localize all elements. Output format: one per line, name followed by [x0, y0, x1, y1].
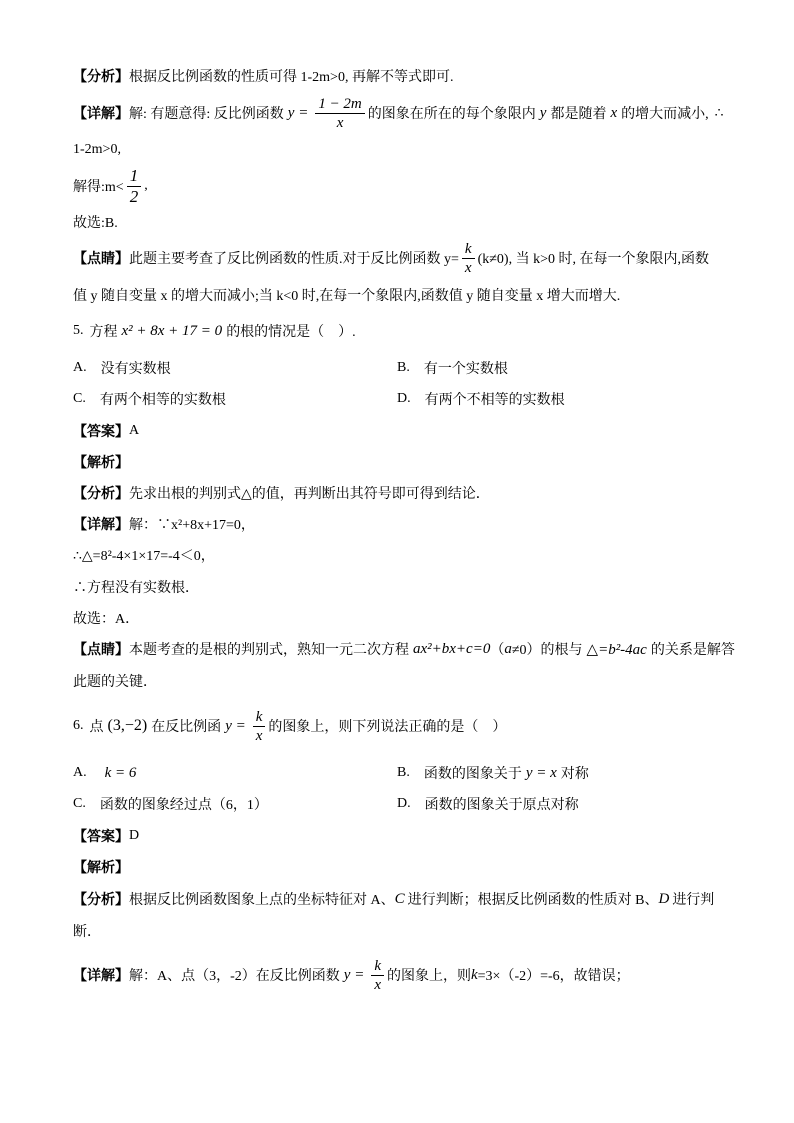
detail-tag: 【详解】 — [73, 518, 129, 533]
stem-suffix: 的根的情况是（ ）. — [226, 325, 356, 340]
question-number: 6. — [73, 718, 84, 733]
discriminant: △=b²-4ac — [586, 641, 647, 658]
option-label: D. — [397, 391, 411, 406]
q6-detail-line — [73, 955, 630, 995]
solve-end: , — [144, 178, 148, 193]
q6-stem — [73, 706, 506, 746]
option-text: 没有实数根 — [100, 362, 171, 377]
analysis-text: 进行判断；根据反比例函数的性质对 B、 — [407, 893, 659, 908]
option-label: A. — [73, 765, 87, 780]
variable-x: x — [610, 104, 618, 121]
option-label: B. — [397, 360, 410, 375]
option-ref-d: D — [658, 890, 670, 907]
option-text: 函数的图象关于原点对称 — [424, 798, 579, 813]
fraction — [127, 167, 142, 206]
detail-tag: 【详解】 — [73, 107, 129, 122]
stem-text: 在反比例函 — [151, 720, 222, 735]
fraction-denominator: x — [464, 259, 472, 276]
q4-tip-line — [73, 238, 709, 278]
detail-text: 的图象在所在的每个象限内 — [367, 107, 536, 122]
q4-tip-line-2 — [73, 275, 620, 315]
option-label: A. — [73, 360, 87, 375]
option-text: 有一个实数根 — [423, 362, 508, 377]
analysis-tag: 【分析】 — [73, 487, 129, 502]
tip-text: (k≠0), 当 k>0 时, 在每一个象限内,函数 — [477, 252, 709, 267]
question-number: 5. — [73, 323, 84, 338]
fraction-numerator: k — [462, 241, 475, 259]
fraction-denominator: x — [255, 727, 263, 744]
q5-stem — [73, 311, 356, 351]
stem-suffix: 的图象上，则下列说法正确的是（ ） — [268, 720, 507, 735]
option-ref-c: C — [394, 890, 405, 907]
option-text: 有两个相等的实数根 — [99, 393, 226, 408]
detail-text: ∴方程没有实数根． — [73, 581, 199, 596]
tip-text: 的关系是解答 — [650, 643, 735, 658]
detail-text: 的增大而减小, — [621, 107, 709, 122]
answer-value: A — [129, 423, 140, 438]
answer-tag: 【答案】 — [73, 830, 129, 845]
fraction-numerator: 1 − 2m — [315, 96, 364, 114]
analysis-text: 进行判 — [672, 893, 715, 908]
option-label: B. — [397, 765, 410, 780]
answer-value: D — [129, 828, 140, 843]
option-label: C. — [73, 796, 86, 811]
answer-tag: 【答案】 — [73, 425, 129, 440]
q4-inequality-line — [73, 130, 121, 170]
option-text: 对称 — [560, 767, 589, 782]
inequality: 1-2m>0, — [73, 142, 121, 157]
tip-tag: 【点睛】 — [73, 252, 129, 267]
tip-text: 本题考查的是根的判别式，熟知一元二次方程 — [129, 643, 409, 658]
choice-text: 故选:B. — [73, 216, 118, 231]
tip-text: （ — [490, 643, 505, 658]
q4-solve-line — [73, 166, 148, 206]
tip-text: 的根与 — [540, 643, 583, 658]
detail-tag: 【详解】 — [73, 969, 129, 984]
q4-detail-line — [73, 93, 724, 133]
detail-text: 解：A、点（3，-2）在反比例函数 — [129, 969, 340, 984]
fraction — [371, 958, 384, 993]
solution-tag: 【解析】 — [73, 456, 129, 471]
q6-analysis-line — [73, 879, 714, 919]
therefore-symbol: ∴ — [714, 105, 724, 121]
tip-text: 此题的关键． — [73, 675, 157, 690]
detail-text: 的图象上，则 — [386, 969, 471, 984]
quadratic-equation: ax²+bx+c=0 — [413, 640, 491, 657]
variable-y: y — [539, 104, 547, 121]
tip-text: ≠0） — [511, 643, 541, 658]
detail-text: ∴△=8²-4×1×17=-4＜0， — [73, 549, 215, 564]
analysis-tag: 【分析】 — [73, 893, 129, 908]
option-text: 函数的图象经过点（6，1） — [99, 798, 268, 813]
solve-label: 解得:m< — [73, 180, 124, 195]
stem-prefix: 方程 — [89, 325, 118, 340]
solution-tag: 【解析】 — [73, 861, 129, 876]
option-label: D. — [397, 796, 411, 811]
tip-text: 此题主要考查了反比例函数的性质.对于反比例函数 y= — [129, 252, 459, 267]
q5-option-d — [397, 379, 565, 419]
q5-tip-line — [73, 629, 735, 669]
point-coordinates: (3,−2) — [107, 717, 148, 734]
option-text: 函数的图象关于 — [423, 767, 522, 782]
analysis-text: 根据反比例函数的性质可得 1-2m>0, 再解不等式即可. — [129, 70, 454, 85]
fraction-numerator: 1 — [127, 167, 142, 187]
stem-text: 点 — [89, 720, 104, 735]
fraction — [315, 96, 364, 131]
q6-analysis-line-2 — [73, 911, 101, 951]
detail-text: =3×（-2）=-6，故错误； — [477, 969, 630, 984]
detail-intro: 解: 有题意得: 反比例函数 — [129, 107, 284, 122]
analysis-text: 断． — [73, 925, 101, 940]
fraction-numerator: k — [371, 958, 384, 976]
option-text: 有两个不相等的实数根 — [424, 393, 565, 408]
tip-text: 值 y 随自变量 x 的增大而减小;当 k<0 时,在每一个象限内,函数值 y 随自变量 x 增大而增大. — [73, 289, 621, 304]
q4-analysis-line — [73, 56, 453, 96]
option-math: k = 6 — [104, 764, 137, 781]
option-math: y = x — [525, 764, 557, 781]
fraction-numerator: k — [253, 709, 266, 727]
detail-text: 故选：A． — [73, 612, 140, 627]
function-lhs: y = — [225, 717, 246, 734]
analysis-tag: 【分析】 — [73, 70, 129, 85]
equation: x² + 8x + 17 = 0 — [121, 322, 223, 339]
fraction — [462, 241, 475, 276]
fraction — [253, 709, 266, 744]
analysis-text: 根据反比例函数图象上点的坐标特征对 A、 — [129, 893, 395, 908]
q5-tip-line-2 — [73, 661, 157, 701]
function-lhs: y = — [287, 104, 309, 121]
fraction-denominator: x — [374, 976, 381, 993]
fraction-denominator: x — [336, 114, 344, 131]
detail-text: 解：∵x²+8x+17=0， — [129, 518, 255, 533]
fraction-denominator: 2 — [129, 186, 139, 206]
q4-choice-line — [73, 202, 118, 242]
detail-text: 都是随着 — [550, 107, 607, 122]
tip-tag: 【点睛】 — [73, 643, 129, 658]
option-label: C. — [73, 391, 86, 406]
function-lhs: y = — [343, 966, 365, 983]
q6-option-d — [397, 784, 579, 824]
analysis-text: 先求出根的判别式△的值，再判断出其符号即可得到结论． — [129, 487, 490, 502]
variable-k: k — [470, 966, 478, 983]
variable-a: a — [504, 640, 512, 657]
